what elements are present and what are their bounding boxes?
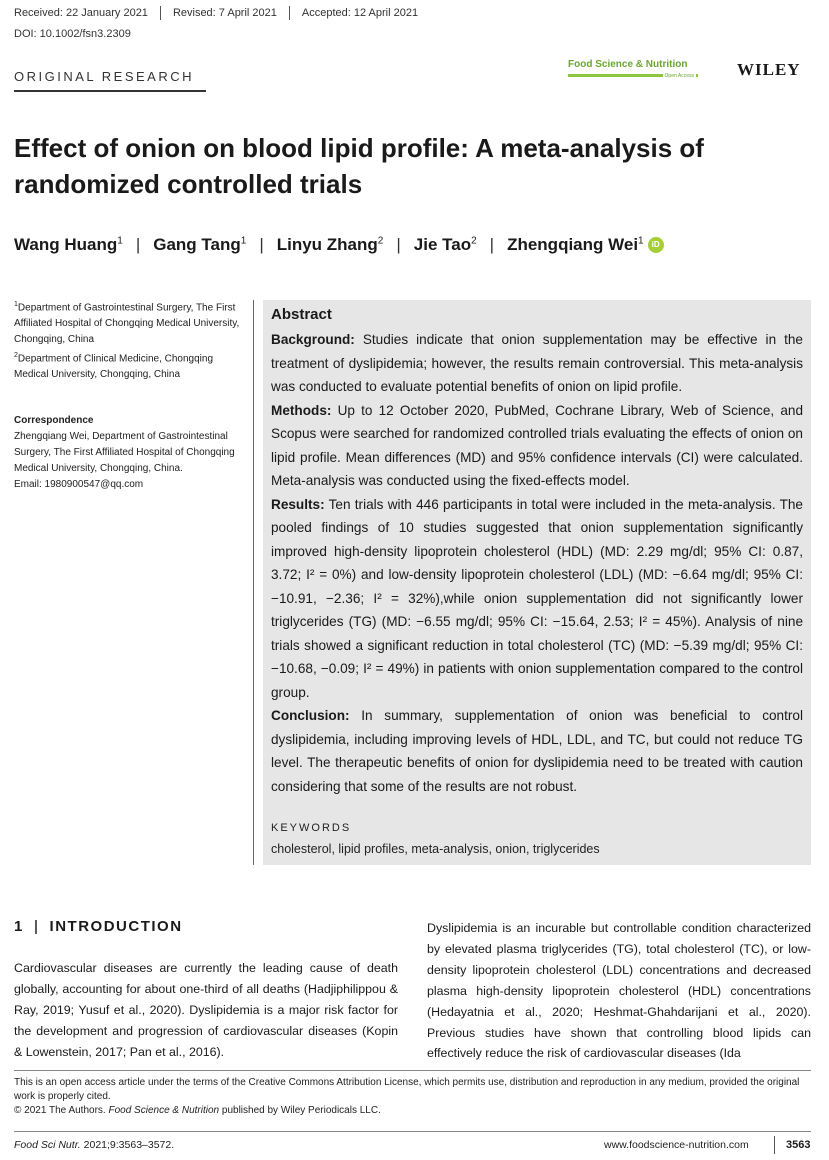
correspondence-address: Zhengqiang Wei, Department of Gastrointestinal Surgery, The First Affiliated Hospital of Chongqing Medical University, Chongqing, China. xyxy=(14,431,235,474)
divider xyxy=(774,1136,775,1154)
author-name[interactable]: Linyu Zhang$^2$ xyxy=(276,235,384,254)
revised-date: Revised: 7 April 2021 xyxy=(172,7,277,19)
author-separator: | xyxy=(135,235,141,254)
doi[interactable]: DOI: 10.1002/fsn3.2309 xyxy=(14,28,131,40)
author-separator: | xyxy=(259,235,264,254)
introduction-text-left: Cardiovascular diseases are currently the leading cause of death globally, accounting for about one-third of all deaths (Hadjiphilippou & Ray, 2019; Yusuf et al., 2020). Dyslipidemia is a major risk factor for the development and progression of cardiovascular diseases (Kopin & Lowenstein, 2017; Pan et al., 2016). xyxy=(14,961,398,1059)
abstract-conclusion: Conclusion: In summary, supplementation of onion was beneficial to control dyslipidemia, including improving levels of HDL, LDL, and TC, but could not reduce TG level. The therapeutic benefits of onion for dyslipidemia need to be treated with caution considering that some of the results are not robust. xyxy=(271,708,804,794)
abstract-results: Results: Ten trials with 446 participants in total were included in the meta-analysis. The pooled findings of 10 studies suggested that onion supplementation significantly improved high-density lipoprotein cholesterol (HDL) (MD: 2.29 mg/dl; 95% CI: 0.87, 3.72; I² = 0%) and low-density lipoprotein cholesterol (LDL) (MD: −6.64 mg/dl; 95% CI: −10.91, −2.36; I² = 32%),while onion supplementation did not significantly lower triglycerides (TG) (MD: −6.55 mg/dl; 95% CI: −15.64, 2.53; I² = 45%). Analysis of nine trials showed a significant reduction in total cholesterol (TC) (MD: −5.39 mg/dl; 95% CI: −10.68, −0.09; I² = 49%) in patients with onion supplementation compared to the control group. xyxy=(271,496,803,700)
article-title: Effect of onion on blood lipid profile: A meta-analysis of randomized controlled trials xyxy=(14,133,704,199)
divider xyxy=(289,6,290,20)
correspondence-email[interactable]: Email: 1980900547@qq.com xyxy=(14,479,144,490)
affiliation: $^2$Department of Clinical Medicine, Chongqing Medical University, Chongqing, China xyxy=(14,352,214,381)
author-name[interactable]: Gang Tang$^1$ xyxy=(153,235,247,254)
affiliation: $^1$Department of Gastrointestinal Surgery, The First Affiliated Hospital of Chongqing Medical University, Chongqing, China xyxy=(14,301,240,346)
author-separator: | xyxy=(396,235,401,254)
article-dates xyxy=(14,6,418,20)
abstract-heading: Abstract xyxy=(271,306,332,323)
introduction-heading: 1 | INTRODUCTION xyxy=(14,918,183,935)
correspondence xyxy=(14,413,244,493)
author-list xyxy=(14,235,664,255)
abstract-methods: Methods: Up to 12 October 2020, PubMed, Cochrane Library, Web of Science, and Scopus were searched for randomized controlled trials evaluating the effects of onion on lipid profile. Mean differences (MD) and 95% confidence intervals (CI) were calculated. Meta-analysis was conducted using the fixed-effects model. xyxy=(271,402,803,488)
accepted-date: Accepted: 12 April 2021 xyxy=(301,7,419,19)
journal-logo-text: Food Science & Nutrition xyxy=(568,59,688,70)
divider xyxy=(160,6,161,20)
received-date: Received: 22 January 2021 xyxy=(14,7,148,19)
bottom-rule xyxy=(14,1131,811,1132)
section-label: ORIGINAL RESEARCH xyxy=(14,69,194,84)
publisher-logo: WILEY xyxy=(737,60,801,79)
journal-logo xyxy=(568,59,698,81)
abstract-background: Background: Studies indicate that onion supplementation may be effective in the treatment of dyslipidemia; however, the results remain controversial. This meta-analysis was conducted to evaluate potential benefits of onion on lipid profile. xyxy=(271,332,803,394)
page-number: 3563 xyxy=(786,1139,811,1151)
abstract-rule xyxy=(253,300,254,865)
correspondence-heading: Correspondence xyxy=(14,415,94,426)
journal-website[interactable]: www.foodscience-nutrition.com xyxy=(604,1139,749,1151)
author-name[interactable]: Zhengqiang Wei$^1$ xyxy=(507,235,644,254)
introduction-text-right: Dyslipidemia is an incurable but controllable condition characterized by elevated plasma triglycerides (TG), total cholesterol (TC), or low-density lipoprotein cholesterol (LDL) concentrations and decreased plasma high-density lipoprotein cholesterol (HDL) concentrations (Hedayatnia et al., 2020; Heshmat-Ghahdarijani et al., 2020). Previous studies have shown that controlling blood lipids can effectively reduce the risk of cardiovascular diseases (Ida xyxy=(427,921,811,1061)
section-rule xyxy=(14,90,206,92)
keywords-heading: KEYWORDS xyxy=(271,822,352,834)
author-separator: | xyxy=(489,235,495,254)
open-access-label: Open Access xyxy=(664,73,694,79)
license-note: This is an open access article under the terms of the Creative Commons Attribution License, which permits use, distribution and reproduction in any medium, provided the original work is properly cited. © 2021 The Authors. Food Science & Nutrition published by Wiley Periodicals LLC. xyxy=(14,1077,800,1116)
orcid-icon[interactable]: iD xyxy=(648,237,664,253)
citation: Food Sci Nutr. 2021;9:3563–3572. xyxy=(14,1139,175,1151)
keywords: cholesterol, lipid profiles, meta-analysis, onion, triglycerides xyxy=(271,842,600,856)
author-name[interactable]: Wang Huang$^1$ xyxy=(14,235,123,254)
author-name[interactable]: Jie Tao$^2$ xyxy=(413,235,477,254)
abstract-panel xyxy=(263,300,811,865)
footer-rule xyxy=(14,1070,811,1071)
